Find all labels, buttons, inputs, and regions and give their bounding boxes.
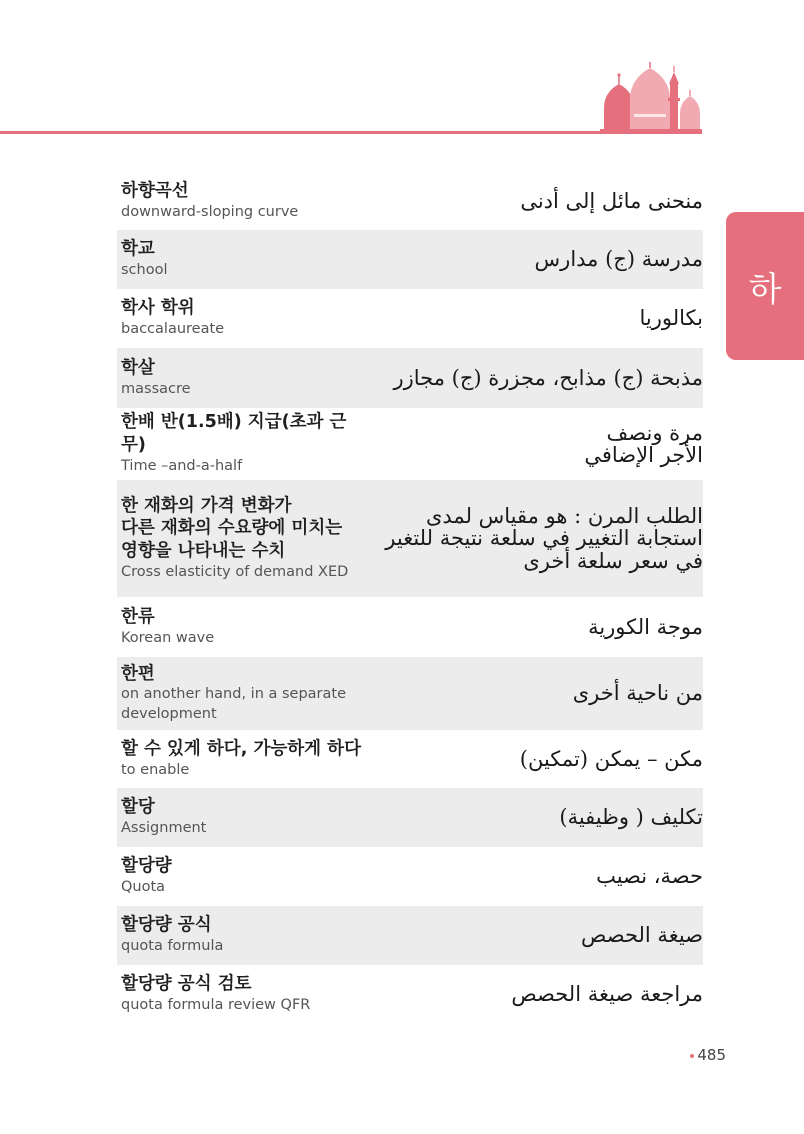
glossary-entry bbox=[117, 348, 703, 408]
entry-source-terms bbox=[121, 663, 371, 725]
korean-term: 학교 bbox=[121, 239, 155, 260]
korean-term: 한편 bbox=[121, 663, 155, 684]
korean-term: 한 재화의 가격 변화가 다른 재화의 수요량에 미치는 영향을 나타내는 수치 bbox=[121, 495, 343, 562]
glossary-entry bbox=[117, 408, 703, 480]
glossary-entry bbox=[117, 289, 703, 348]
arabic-translation: بكالوريا bbox=[639, 306, 703, 331]
page-number bbox=[690, 1046, 726, 1064]
entry-source-terms bbox=[121, 738, 361, 780]
section-index-tab[interactable] bbox=[726, 212, 804, 360]
english-term: Time –and-a-half bbox=[121, 457, 243, 474]
english-term: quota formula bbox=[121, 938, 224, 955]
korean-term: 할 수 있게 하다, 가능하게 하다 bbox=[121, 738, 361, 759]
arabic-translation: مراجعة صيغة الحصص bbox=[511, 982, 703, 1007]
korean-term: 한류 bbox=[121, 606, 155, 627]
glossary-entry bbox=[117, 906, 703, 965]
entry-source-terms bbox=[121, 606, 214, 648]
entry-source-terms bbox=[121, 180, 298, 222]
arabic-translation: صيغة الحصص bbox=[581, 923, 703, 948]
arabic-translation: منحنى مائل إلى أدنى bbox=[520, 188, 703, 213]
section-index-label: 하 bbox=[748, 269, 782, 310]
english-term: school bbox=[121, 262, 168, 279]
english-term: Assignment bbox=[121, 820, 207, 837]
arabic-translation: الطلب المرن : هو مقياس لمدى استجابة التغيير في سلعة نتيجة للتغير في سعر سلعة أخرى bbox=[385, 504, 703, 573]
entry-source-terms bbox=[121, 495, 348, 583]
entry-source-terms bbox=[121, 973, 310, 1015]
arabic-translation: مرة ونصف الأجر الإضافي bbox=[584, 420, 703, 467]
entry-source-terms bbox=[121, 411, 371, 476]
glossary-entry bbox=[117, 730, 703, 788]
glossary-entry bbox=[117, 597, 703, 657]
arabic-translation: حصة، نصيب bbox=[596, 864, 703, 889]
page-number-dot bbox=[690, 1054, 694, 1058]
korean-term: 할당량 공식 bbox=[121, 915, 212, 936]
glossary-list bbox=[117, 172, 703, 1024]
glossary-entry bbox=[117, 480, 703, 597]
header-rule bbox=[0, 131, 702, 134]
mosque-icon bbox=[600, 62, 702, 132]
entry-source-terms bbox=[121, 357, 191, 399]
entry-source-terms bbox=[121, 238, 168, 280]
arabic-translation: مذبحة (ج) مذابح، مجزرة (ج) مجازر bbox=[393, 365, 703, 390]
arabic-translation: من ناحية أخرى bbox=[572, 681, 703, 706]
arabic-translation: مدرسة (ج) مدارس bbox=[534, 247, 703, 272]
english-term: baccalaureate bbox=[121, 321, 225, 338]
english-term: quota formula review QFR bbox=[121, 997, 311, 1014]
english-term: Korean wave bbox=[121, 629, 215, 646]
glossary-entry bbox=[117, 965, 703, 1024]
glossary-entry bbox=[117, 657, 703, 730]
korean-term: 할당 bbox=[121, 797, 155, 818]
glossary-entry bbox=[117, 788, 703, 847]
entry-source-terms bbox=[121, 796, 206, 838]
arabic-translation: موجة الكورية bbox=[588, 614, 703, 639]
korean-term: 할당량 bbox=[121, 856, 172, 877]
arabic-translation: تكليف ( وظيفية) bbox=[559, 805, 703, 830]
glossary-entry bbox=[117, 847, 703, 906]
korean-term: 한배 반(1.5배) 지급(초과 근무) bbox=[121, 412, 347, 456]
english-term: massacre bbox=[121, 380, 191, 397]
page-number-text: 485 bbox=[697, 1046, 726, 1064]
english-term: to enable bbox=[121, 761, 190, 778]
korean-term: 할당량 공식 검토 bbox=[121, 974, 252, 995]
english-term: Cross elasticity of demand XED bbox=[121, 563, 349, 580]
entry-source-terms bbox=[121, 855, 172, 897]
glossary-entry bbox=[117, 230, 703, 289]
korean-term: 하향곡선 bbox=[121, 180, 189, 201]
arabic-translation: مكن – يمكن (تمكين) bbox=[519, 746, 703, 771]
korean-term: 학살 bbox=[121, 357, 155, 378]
korean-term: 학사 학위 bbox=[121, 298, 195, 319]
english-term: downward-sloping curve bbox=[121, 203, 299, 220]
english-term: Quota bbox=[121, 879, 166, 896]
entry-source-terms bbox=[121, 297, 224, 339]
english-term: on another hand, in a separate development bbox=[121, 686, 347, 722]
glossary-entry bbox=[117, 172, 703, 230]
entry-source-terms bbox=[121, 914, 223, 956]
